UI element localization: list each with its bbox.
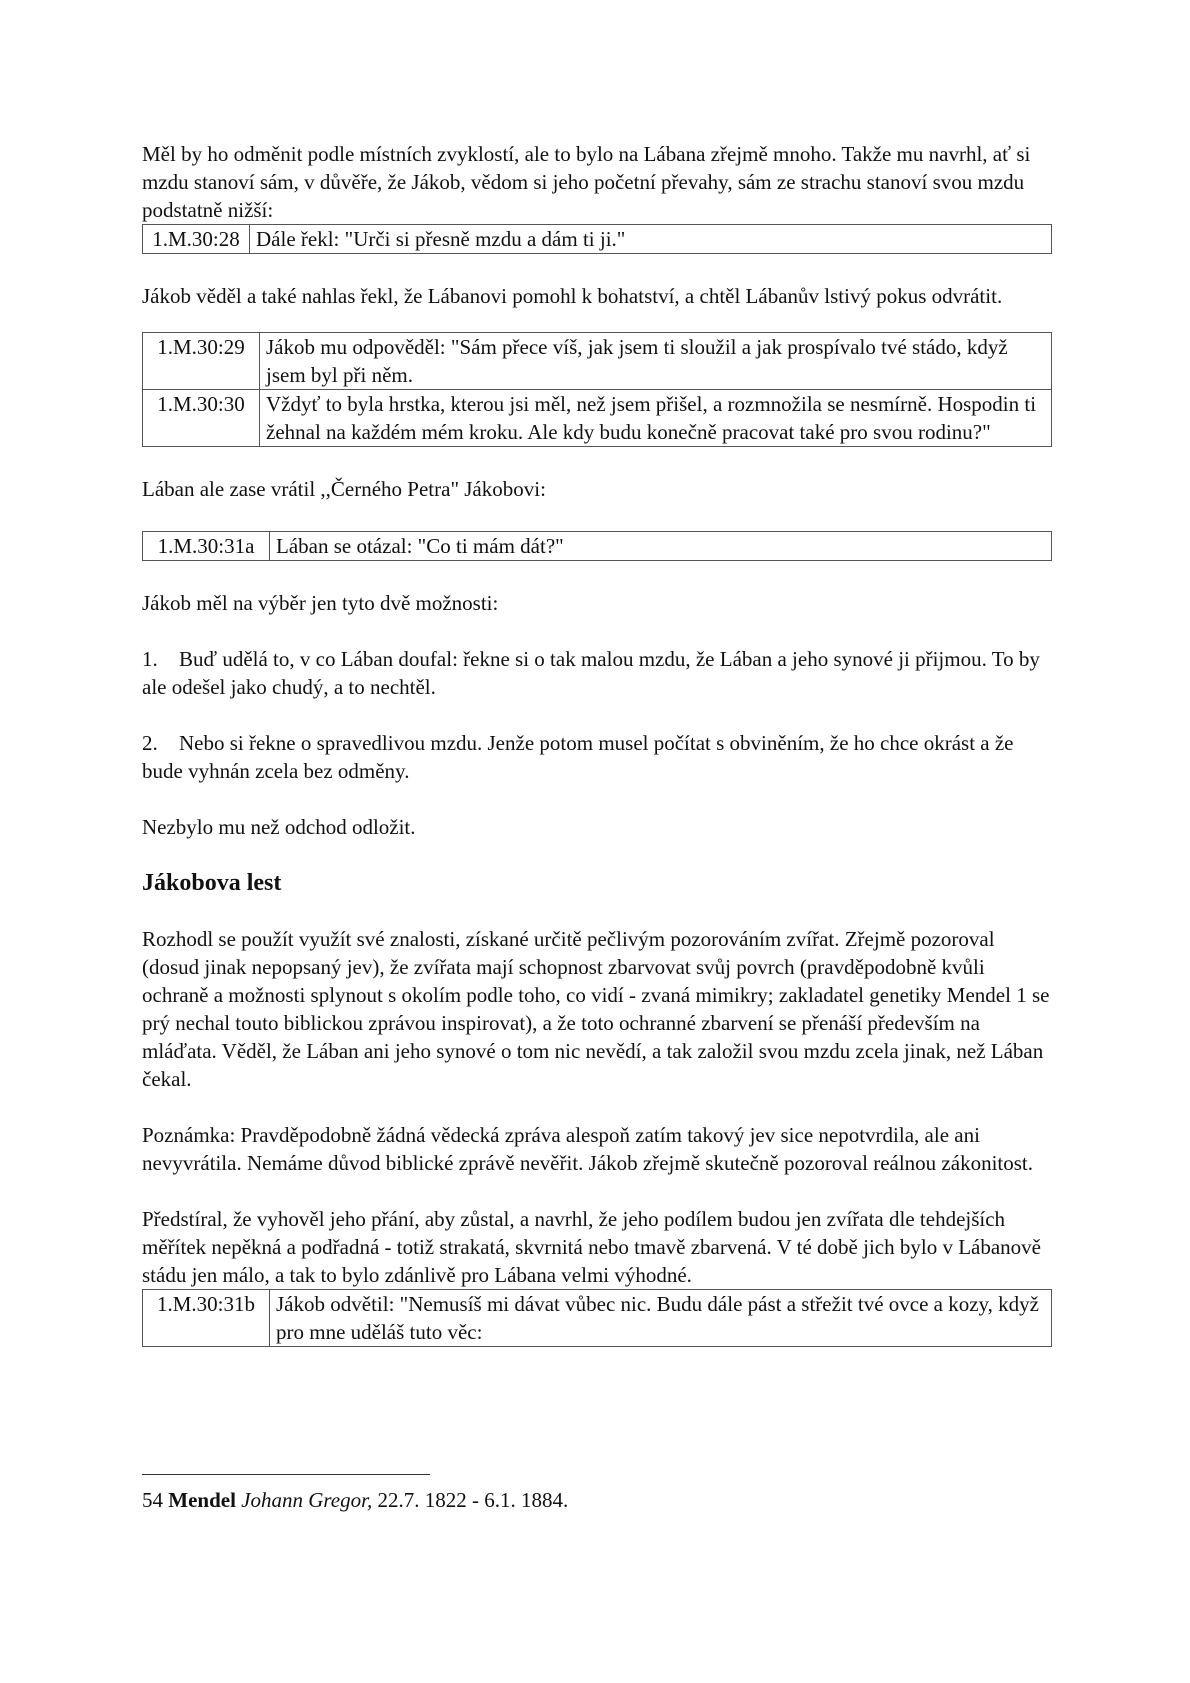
footnote-given-names: Johann Gregor, — [241, 1488, 373, 1512]
table-row — [143, 1290, 1052, 1347]
option-number: 1. — [142, 647, 158, 671]
table-row — [143, 390, 1052, 447]
verse-ref: 1.M.30:30 — [143, 390, 260, 447]
footnote-name: Mendel — [168, 1488, 236, 1512]
paragraph: Předstíral, že vyhověl jeho přání, aby zůstal, a navrhl, že jeho podílem budou jen zvířata dle tehdejších měřítek nepěkná a podřadná - totiž strakatá, skvrnitá nebo tmavě zbarvená. V té době jich bylo v Lábanově stádu jen málo, a tak to bylo zdánlivě pro Lábana velmi výhodné. — [142, 1207, 1041, 1287]
option-text: Buď udělá to, v co Lában doufal: řekne si o tak malou mzdu, že Lában a jeho synové ji přijmou. To by ale odešel jako chudý, a to nechtěl. — [142, 647, 1040, 699]
paragraph: Měl by ho odměnit podle místních zvyklostí, ale to bylo na Lábana zřejmě mnoho. Takže mu navrhl, ať si mzdu stanoví sám, v důvěře, že Jákob, vědom si jeho početní převahy, sám ze strachu stanoví svou mzdu podstatně nižší: — [142, 142, 1031, 222]
table-row — [143, 532, 1052, 561]
verse-ref: 1.M.30:31b — [143, 1290, 270, 1347]
verse-text: Vždyť to byla hrstka, kterou jsi měl, než jsem přišel, a rozmnožila se nesmírně. Hospodin ti žehnal na každém mém kroku. Ale kdy budu konečně pracovat také pro svou rodinu?" — [260, 390, 1052, 447]
footnote — [142, 1486, 568, 1514]
verse-text: Jákob odvětil: "Nemusíš mi dávat vůbec nic. Budu dále pást a střežit tvé ovce a kozy, když pro mne uděláš tuto věc: — [270, 1290, 1052, 1347]
option-text: Nebo si řekne o spravedlivou mzdu. Jenže potom musel počítat s obviněním, že ho chce okrást a že bude vyhnán zcela bez odměny. — [142, 731, 1014, 783]
option-number: 2. — [142, 731, 158, 755]
verse-ref: 1.M.30:28 — [143, 225, 250, 254]
verse-table — [142, 1289, 1052, 1347]
verse-ref: 1.M.30:31a — [143, 532, 270, 561]
verse-table — [142, 332, 1052, 447]
paragraph: Rozhodl se použít využít své znalosti, získané určitě pečlivým pozorováním zvířat. Zřejmě pozoroval (dosud jinak nepopsaný jev), že zvířata mají schopnost zbarvovat svůj povrch (pravděpodobně kvůli ochraně a možnosti splynout s okolím podle toho, co vidí - zvaná mimikry; zakladatel genetiky Mendel 1 se prý nechal touto biblickou zprávou inspirovat), a že toto ochranné zbarvení se přenáší především na mláďata. Věděl, že Lában ani jeho synové o tom nic nevědí, a tak založil svou mzdu zcela jinak, než Lában čekal. — [142, 927, 1050, 1091]
option-item — [142, 645, 1052, 701]
table-row — [143, 333, 1052, 390]
verse-table — [142, 224, 1052, 254]
paragraph: Jákob věděl a také nahlas řekl, že Lábanovi pomohl k bohatství, a chtěl Lábanův lstivý pokus odvrátit. — [142, 284, 1003, 308]
verse-text: Lában se otázal: "Co ti mám dát?" — [270, 532, 1052, 561]
verse-ref: 1.M.30:29 — [143, 333, 260, 390]
section-heading: Jákobova lest — [142, 870, 282, 896]
paragraph: Lában ale zase vrátil ,,Černého Petra" Jákobovi: — [142, 477, 546, 501]
document-page — [142, 140, 1052, 1347]
option-item — [142, 729, 1052, 785]
footnote-number: 54 — [142, 1488, 163, 1512]
paragraph: Nezbylo mu než odchod odložit. — [142, 815, 416, 839]
footnote-divider — [142, 1474, 430, 1475]
paragraph: Jákob měl na výběr jen tyto dvě možnosti: — [142, 591, 499, 615]
verse-text: Jákob mu odpověděl: "Sám přece víš, jak jsem ti sloužil a jak prospívalo tvé stádo, když jsem byl při něm. — [260, 333, 1052, 390]
table-row — [143, 225, 1052, 254]
verse-table — [142, 531, 1052, 561]
verse-text: Dále řekl: "Urči si přesně mzdu a dám ti ji." — [250, 225, 1052, 254]
footnote-dates: 22.7. 1822 - 6.1. 1884. — [377, 1488, 569, 1512]
paragraph: Poznámka: Pravděpodobně žádná vědecká zpráva alespoň zatím takový jev sice nepotvrdila, ale ani nevyvrátila. Nemáme důvod biblické zprávě nevěřit. Jákob zřejmě skutečně pozoroval reálnou zákonitost. — [142, 1123, 1034, 1175]
